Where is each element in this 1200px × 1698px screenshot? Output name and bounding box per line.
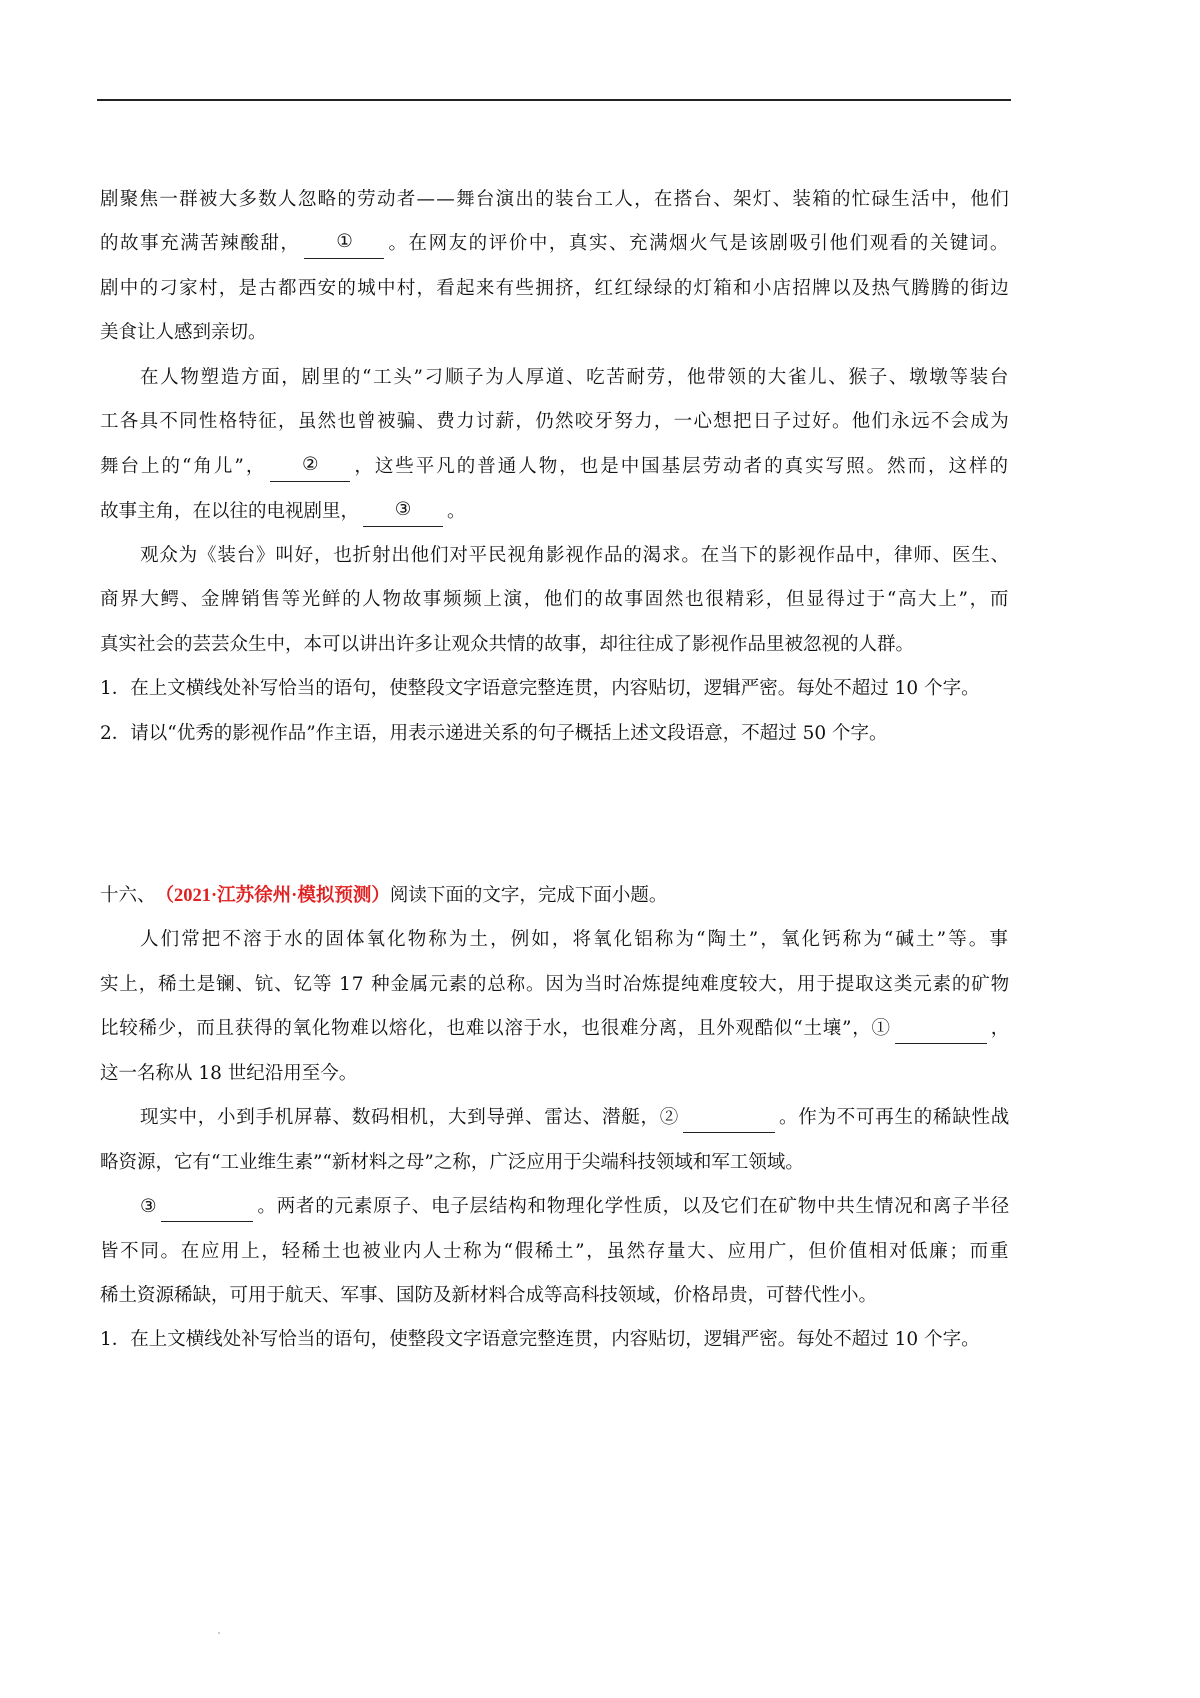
text-segment: 。两者的元素原子、电子层结构和物理化学性质，以及它们在矿物中共生情况和离子半径 xyxy=(257,1196,1010,1217)
text-segment: ，这些平凡的普通人物，也是中国基层劳动者的真实写照。然而，这样的 xyxy=(354,456,1010,477)
passage1-line xyxy=(140,363,1010,393)
passage1-line xyxy=(100,630,1010,660)
passage1-line xyxy=(100,229,1010,259)
text-segment: ， xyxy=(990,1018,1010,1039)
text-segment: 故事主角，在以往的电视剧里， xyxy=(100,501,360,522)
passage2-line xyxy=(140,1192,1010,1222)
source-label: （2021·江苏徐州·模拟预测） xyxy=(155,886,390,906)
passage2-line xyxy=(100,970,1010,1000)
text-segment: 。作为不可再生的稀缺性战 xyxy=(778,1107,1010,1128)
passage2-line xyxy=(100,1014,1010,1044)
passage1-line xyxy=(100,452,1010,482)
fill-in-blank[interactable]: ② xyxy=(270,452,350,482)
text-segment: 舞台上的“角儿”， xyxy=(100,456,267,477)
text-segment: 阅读下面的文字，完成下面小题。 xyxy=(389,885,668,906)
text-segment: 2．请以“优秀的影视作品”作主语，用表示递进关系的句子概括上述文段语意，不超过 50 个字。 xyxy=(100,723,888,744)
passage1-line xyxy=(100,407,1010,437)
passage2-line xyxy=(100,881,1010,911)
fill-in-blank[interactable] xyxy=(895,1014,987,1044)
scan-dot xyxy=(218,1632,220,1634)
text-segment: 皆不同。在应用上，轻稀土也被业内人士称为“假稀土”，虽然存量大、应用广，但价值相对低廉；而重 xyxy=(100,1241,1010,1262)
fill-in-blank[interactable] xyxy=(161,1192,253,1222)
text-segment: 在人物塑造方面，剧里的“工头”刁顺子为人厚道、吃苦耐劳，他带领的大雀儿、猴子、墩墩等装台 xyxy=(140,367,1010,388)
text-segment: 稀土资源稀缺，可用于航天、军事、国防及新材料合成等高科技领域，价格昂贵，可替代性小。 xyxy=(100,1285,878,1306)
passage1-line xyxy=(100,318,1010,348)
text-segment: 剧中的刁家村，是古都西安的城中村，看起来有些拥挤，红红绿绿的灯箱和小店招牌以及热气腾腾的街边 xyxy=(100,278,1010,299)
passage1-line xyxy=(140,541,1010,571)
passage2-line xyxy=(100,1148,1010,1178)
passage1-line xyxy=(100,497,1010,527)
passage1-line xyxy=(100,185,1010,215)
passage2-line xyxy=(100,1281,1010,1311)
passage2-line xyxy=(100,1059,1010,1089)
text-segment: 比较稀少，而且获得的氧化物难以熔化，也难以溶于水，也很难分离，且外观酷似“土壤”，① xyxy=(100,1018,891,1039)
text-segment: 略资源，它有“工业维生素”“新材料之母”之称，广泛应用于尖端科技领域和军工领域。 xyxy=(100,1152,804,1173)
passage2-line xyxy=(100,1237,1010,1267)
text-segment: 这一名称从 18 世纪沿用至今。 xyxy=(100,1063,358,1084)
fill-in-blank[interactable] xyxy=(683,1103,775,1133)
text-segment: 。 xyxy=(447,501,466,522)
fill-in-blank[interactable]: ③ xyxy=(363,497,443,527)
text-segment: 剧聚焦一群被大多数人忽略的劳动者——舞台演出的装台工人，在搭台、架灯、装箱的忙碌生活中，他们 xyxy=(100,189,1010,210)
text-segment: 。在网友的评价中，真实、充满烟火气是该剧吸引他们观看的关键词。 xyxy=(388,233,1010,254)
text-segment: 实上，稀土是镧、钪、钇等 17 种金属元素的总称。因为当时冶炼提纯难度较大，用于提取这类元素的矿物 xyxy=(100,974,1010,995)
text-segment: ③ xyxy=(140,1196,158,1217)
passage1-line xyxy=(100,585,1010,615)
fill-in-blank[interactable]: ① xyxy=(304,229,384,259)
passage2-line xyxy=(140,1103,1010,1133)
text-segment: 的故事充满苦辣酸甜， xyxy=(100,233,301,254)
text-segment: 观众为《装台》叫好，也折射出他们对平民视角影视作品的渴求。在当下的影视作品中，律师、医生、 xyxy=(140,545,1010,566)
text-segment: 现实中，小到手机屏幕、数码相机，大到导弹、雷达、潜艇，② xyxy=(140,1107,679,1128)
text-segment: 商界大鳄、金牌销售等光鲜的人物故事频频上演，他们的故事固然也很精彩，但显得过于“高大上”，而 xyxy=(100,589,1010,610)
text-segment: 美食让人感到亲切。 xyxy=(100,322,267,343)
header-rule xyxy=(97,99,1011,101)
passage2-line xyxy=(100,1325,1010,1355)
text-segment: 工各具不同性格特征，虽然也曾被骗、费力讨薪，仍然咬牙努力，一心想把日子过好。他们永远不会成为 xyxy=(100,411,1010,432)
text-segment: 十六、 xyxy=(100,885,156,906)
passage2-line xyxy=(140,925,1010,955)
text-segment: 1．在上文横线处补写恰当的语句，使整段文字语意完整连贯，内容贴切，逻辑严密。每处不超过 10 个字。 xyxy=(100,1329,980,1350)
text-segment: 1．在上文横线处补写恰当的语句，使整段文字语意完整连贯，内容贴切，逻辑严密。每处不超过 10 个字。 xyxy=(100,678,980,699)
text-segment: 人们常把不溶于水的固体氧化物称为土，例如，将氧化铝称为“陶土”，氧化钙称为“碱土”等。事 xyxy=(140,929,1010,950)
text-segment: 真实社会的芸芸众生中，本可以讲出许多让观众共情的故事，却往往成了影视作品里被忽视的人群。 xyxy=(100,634,915,655)
passage1-line xyxy=(100,274,1010,304)
passage1-line xyxy=(100,674,1010,704)
passage1-line xyxy=(100,719,1010,749)
